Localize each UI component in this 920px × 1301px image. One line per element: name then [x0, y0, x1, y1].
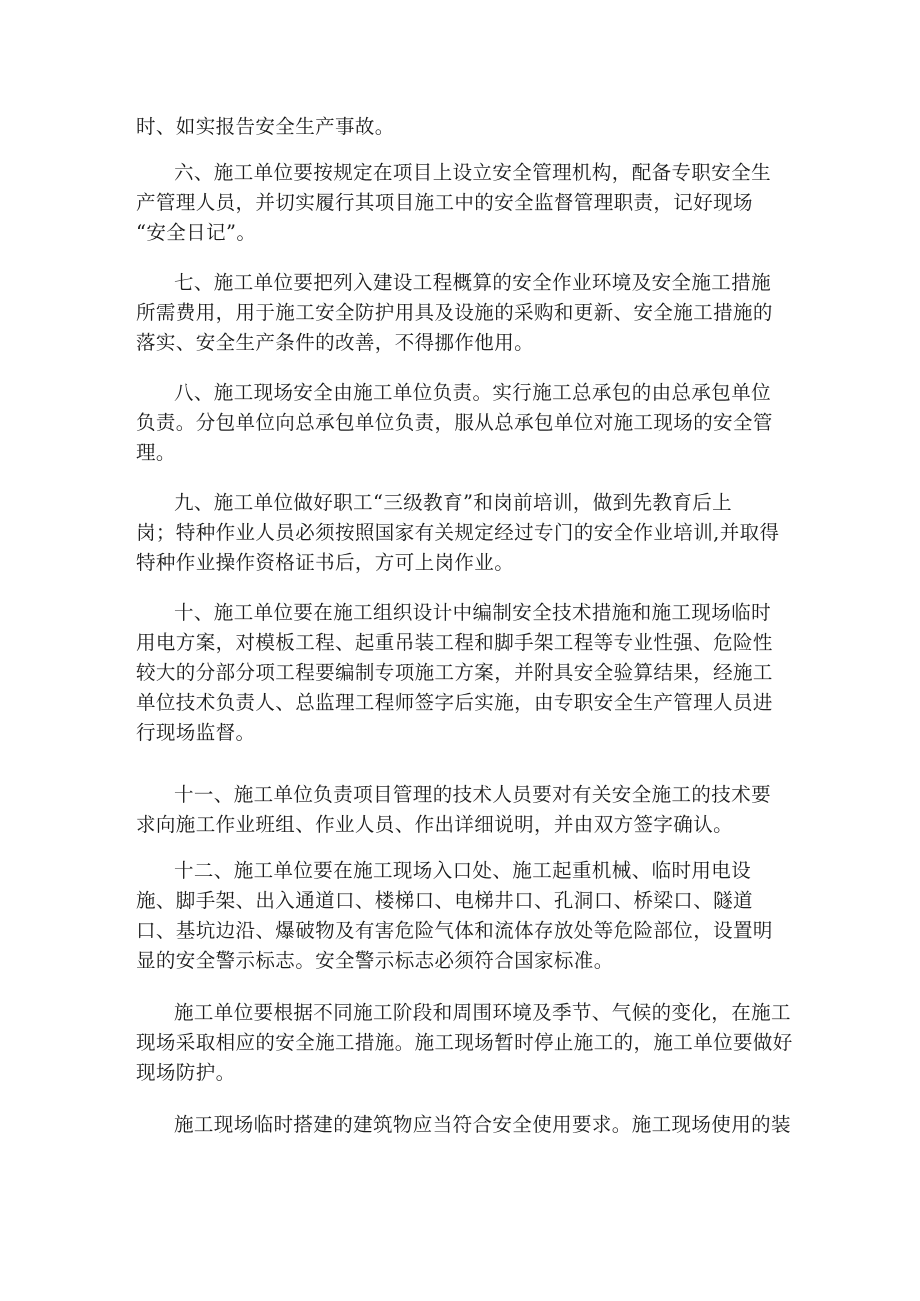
paragraph-line: 施、脚手架、出入通道口、楼梯口、电梯井口、孔洞口、桥梁口、隧道 — [136, 889, 753, 912]
paragraph-line: 十二、施工单位要在施工现场入口处、施工起重机械、临时用电设 — [174, 859, 752, 882]
paragraph-item-8 — [136, 378, 796, 468]
paragraph-line: 施工单位要根据不同施工阶段和周围环境及季节、气候的变化，在施工 — [174, 1001, 791, 1024]
paragraph-item-12 — [136, 856, 796, 976]
paragraph-line: 单位技术负责人、总监理工程师签字后实施，由专职安全生产管理人员进 — [136, 691, 773, 714]
paragraph-site-measures — [136, 998, 796, 1088]
paragraph-line: 十、施工单位要在施工组织设计中编制安全技术措施和施工现场临时 — [174, 601, 772, 624]
paragraph-line: 现场采取相应的安全施工措施。施工现场暂时停止施工的，施工单位要做好 — [136, 1031, 793, 1054]
paragraph-item-9 — [136, 488, 796, 578]
paragraph-line: 特种作业操作资格证书后，方可上岗作业。 — [136, 551, 515, 574]
paragraph-temporary-buildings — [136, 1110, 796, 1140]
paragraph-line: “安全日记”。 — [136, 221, 257, 244]
paragraph-line: 求向施工作业班组、作业人员、作出详细说明，并由双方签字确认。 — [136, 813, 734, 836]
paragraph-item-11 — [136, 780, 796, 840]
paragraph-line: 九、施工单位做好职工“三级教育”和岗前培训，做到先教育后上 — [174, 491, 733, 514]
paragraph-line: 负责。分包单位向总承包单位负责，服从总承包单位对施工现场的安全管 — [136, 411, 773, 434]
paragraph-line: 理。 — [136, 441, 176, 464]
paragraph-line: 六、施工单位要按规定在项目上设立安全管理机构，配备专职安全生 — [174, 161, 772, 184]
paragraph-line: 较大的分部分项工程要编制专项施工方案，并附具安全验算结果，经施工 — [136, 661, 773, 684]
paragraph-line: 落实、安全生产条件的改善，不得挪作他用。 — [136, 331, 535, 354]
paragraph-line: 岗；特种作业人员必须按照国家有关规定经过专门的安全作业培训,并取得 — [136, 521, 780, 544]
paragraph-line: 所需费用，用于施工安全防护用具及设施的采购和更新、安全施工措施的 — [136, 301, 773, 324]
paragraph-continuation — [136, 112, 796, 142]
paragraph-line: 八、施工现场安全由施工单位负责。实行施工总承包的由总承包单位 — [174, 381, 772, 404]
paragraph-line: 显的安全警示标志。安全警示标志必须符合国家标准。 — [136, 949, 614, 972]
paragraph-line: 用电方案，对模板工程、起重吊装工程和脚手架工程等专业性强、危险性 — [136, 631, 773, 654]
paragraph-line: 十一、施工单位负责项目管理的技术人员要对有关安全施工的技术要 — [174, 783, 772, 806]
paragraph-line: 行现场监督。 — [136, 721, 256, 744]
paragraph-line: 口、基坑边沿、爆破物及有害危险气体和流体存放处等危险部位，设置明 — [136, 919, 773, 942]
paragraph-item-7 — [136, 268, 796, 358]
paragraph-item-6 — [136, 158, 796, 248]
paragraph-line: 施工现场临时搭建的建筑物应当符合安全使用要求。施工现场使用的装 — [174, 1113, 791, 1136]
paragraph-line: 现场防护。 — [136, 1061, 236, 1084]
paragraph-line: 时、如实报告安全生产事故。 — [136, 115, 395, 138]
paragraph-line: 产管理人员，并切实履行其项目施工中的安全监督管理职责，记好现场 — [136, 191, 753, 214]
paragraph-line: 七、施工单位要把列入建设工程概算的安全作业环境及安全施工措施 — [174, 271, 772, 294]
paragraph-item-10 — [136, 598, 796, 748]
